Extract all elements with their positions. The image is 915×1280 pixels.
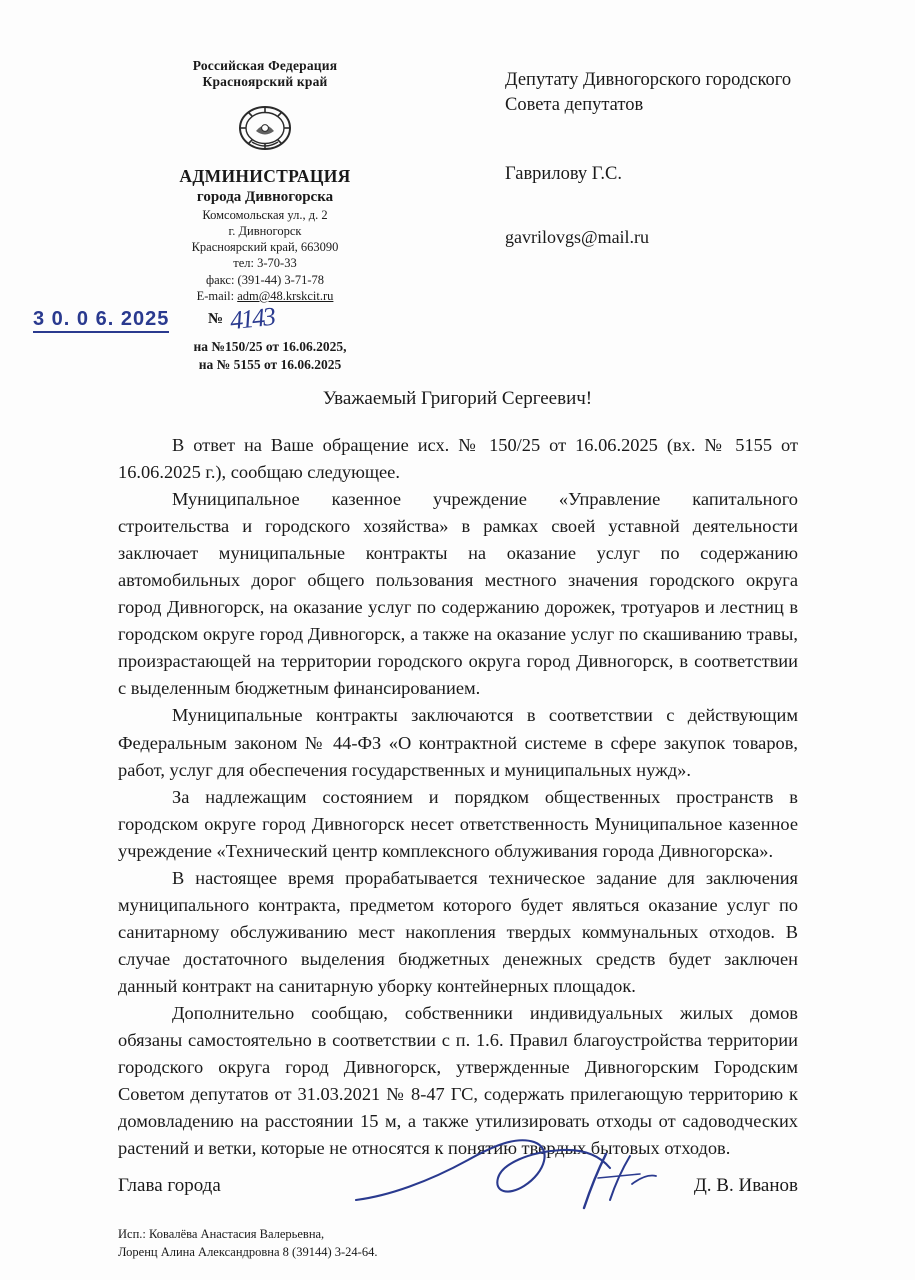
salutation: Уважаемый Григорий Сергеевич! <box>322 388 593 409</box>
fax-line: факс: (391-44) 3-71-78 <box>206 272 324 287</box>
region-zip: Красноярский край, 663090 <box>191 240 339 255</box>
body-paragraph: Дополнительно сообщаю, собственники индивидуальных жилых домов обязаны самостоятельно в соответствии с п. 1.6. Правил благоустройства территории городского округа город Дивногорск, утвержденные Дивногорским Городским Советом депутатов от 31.03.2021 № 8-47 ГС, содержать прилегающую территорию к домовладению на расстоянии 15 м, а также утилизировать отходы от садоводческих растений и ветки, которые не относятся к понятию твердых бытовых отходов. <box>118 1002 798 1159</box>
body-paragraph: Муниципальные контракты заключаются в соответствии с действующим Федеральным законом № 44-ФЗ «О контрактной системе в сфере закупок товаров, работ, услуг для обеспечения государственных и муниципальных нужд». <box>118 705 798 780</box>
coat-of-arms-icon <box>234 98 296 160</box>
city-line: г. Дивногорск <box>228 223 302 238</box>
reference-line-1: на №150/25 от 16.06.2025, <box>193 339 347 354</box>
street-address: Комсомольская ул., д. 2 <box>202 207 328 222</box>
email-address[interactable]: adm@48.krskcit.ru <box>237 288 334 303</box>
addressee-block <box>505 68 875 249</box>
body-paragraph: Муниципальное казенное учреждение «Управление капитального строительства и городского хозяйства» в рамках своей уставной деятельности заключает муниципальные контракты на оказание услуг по содержанию автомобильных дорог общего пользования местного значения городского округа город Дивногорск, на оказание услуг по содержанию дорожек, тротуаров и лестниц в городском округе город Дивногорск, а также на оказание услуг по скашиванию травы, произрастающей на территории городского округа город Дивногорск, в соответствии с выделенным бюджетным финансированием. <box>118 489 798 699</box>
country-label: Российская Федерация <box>192 58 338 73</box>
signer-position: Глава города <box>118 1175 221 1196</box>
body-paragraph: За надлежащим состоянием и порядком общественных пространств в городском округе город Дивногорск несет ответственность Муниципальное казенное учреждение «Технический центр комплексного облуживания города Дивногорска». <box>118 786 798 861</box>
executor-line-1: Исп.: Ковалёва Анастасия Валерьевна, <box>118 1227 325 1241</box>
addressee-email[interactable]: gavrilovgs@mail.ru <box>505 226 650 247</box>
registration-date-stamp: 3 0. 0 6. 2025 <box>33 308 169 331</box>
reference-line-2: на № 5155 от 16.06.2025 <box>198 357 342 373</box>
letter-body <box>118 432 798 1162</box>
city-title: города Дивногорска <box>196 189 334 206</box>
reference-lines <box>120 338 420 374</box>
executor-line-2: Лоренц Алина Александровна 8 (39144) 3-24-64. <box>118 1245 378 1260</box>
body-paragraph: В ответ на Ваше обращение исх. № 150/25 от 16.06.2025 (вх. № 5155 от 16.06.2025 г.), сообщаю следующее. <box>118 435 798 483</box>
letter-header <box>0 58 915 373</box>
registration-number-handwritten: 4143 <box>228 301 276 336</box>
number-sign: № <box>208 311 224 327</box>
phone-line: тел: 3-70-33 <box>233 256 297 271</box>
signer-name: Д. В. Иванов <box>693 1175 798 1196</box>
administration-title: АДМИНИСТРАЦИЯ <box>179 165 351 186</box>
registration-stamp-row <box>18 301 418 338</box>
region-label: Красноярский край <box>202 74 328 90</box>
addressee-line-1: Депутату Дивногорского городского <box>505 70 792 90</box>
addressee-line-2: Совета депутатов <box>505 94 644 115</box>
addressee-name: Гаврилову Г.С. <box>505 163 622 184</box>
executors-block <box>118 1225 718 1261</box>
email-label: E-mail: <box>196 288 235 303</box>
body-paragraph: В настоящее время прорабатывается техническое задание для заключения муниципального контракта, предметом которого будет являться оказание услуг по санитарному обслуживанию мест накопления твердых коммунальных отходов. В случае достаточного выделения бюджетных денежных средств будет заключен данный контракт на санитарную уборку контейнерных площадок. <box>118 867 798 996</box>
letterhead-block <box>120 58 410 304</box>
